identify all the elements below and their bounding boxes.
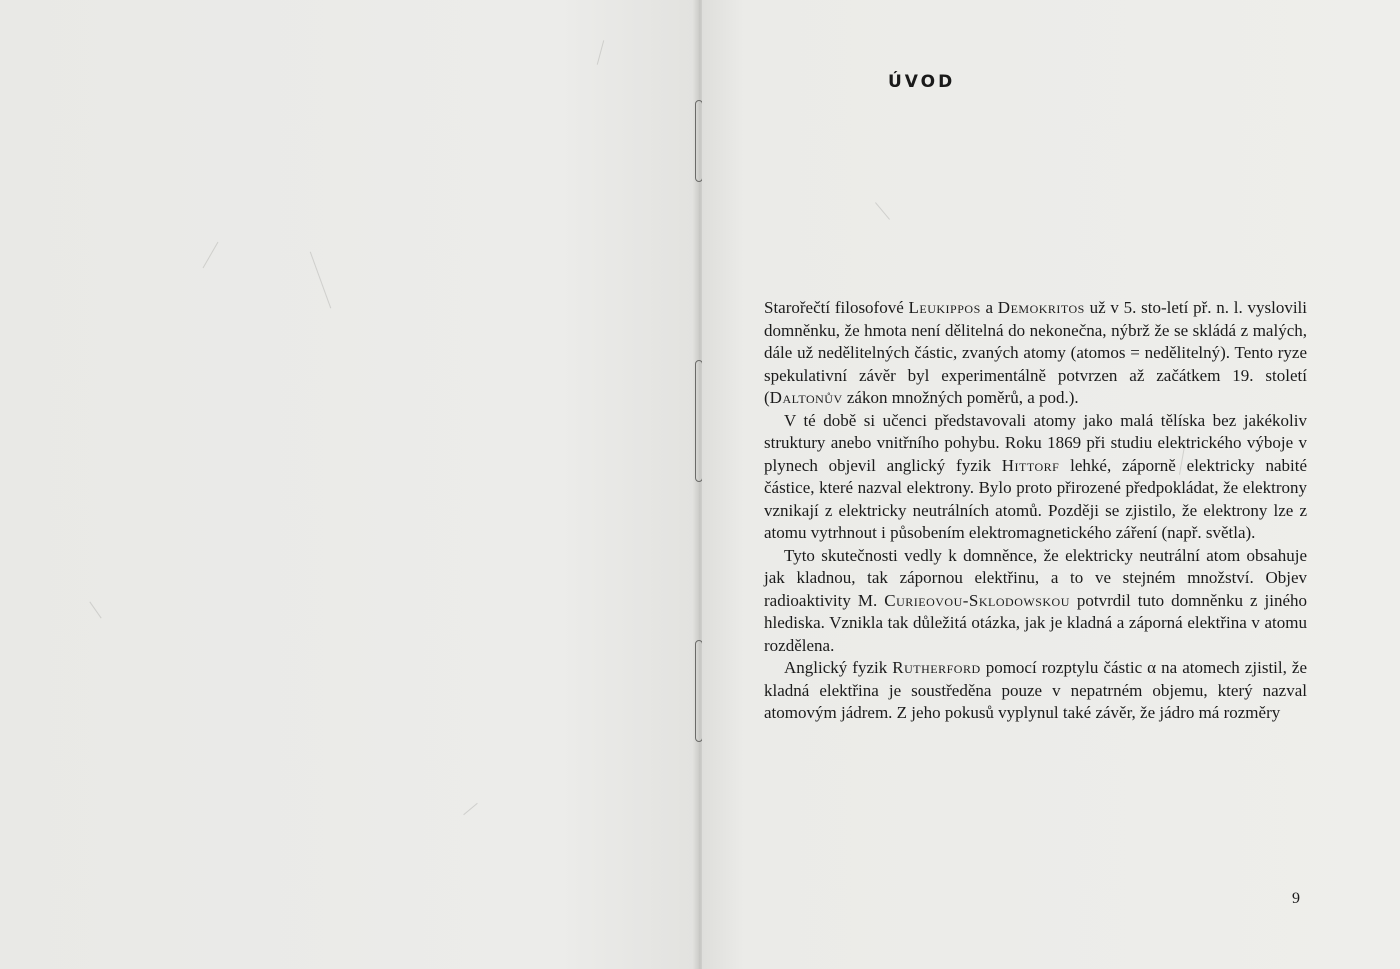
person-name: Leukippos: [908, 298, 981, 317]
paragraph-text-run: Starořečtí filosofové: [764, 298, 909, 317]
paragraph-text-run: lehké, záporně elektricky nabité částice, které nazval elektrony. Bylo proto přirozené předpokládat, že elektrony vznikají z elektricky neutrálních atomů. Později se zjistilo, že elektrony lze z atomu vytrhnout i působením elektromagnetického záření (např. světla).: [764, 455, 1307, 542]
chapter-body: [764, 297, 1307, 725]
paragraph-text-run: Tyto skutečnosti vedly k domněnce, že elektricky neutrální atom obsahuje jak kladnou, tak zápornou elektřinu, a to ve stejném množství. Objev radioaktivity M.: [764, 545, 1307, 610]
paragraph-text-run: potvrdil tuto domněnku z jiného hlediska. Vznikla tak důležitá otázka, jak je kladná a záporná elektřina v atomu rozdělena.: [764, 590, 1308, 655]
chapter-title: ÚVOD: [888, 72, 956, 92]
paragraph-text-run: zákon množných poměrů, a pod.).: [842, 388, 1079, 407]
paper-fiber: [203, 242, 219, 268]
person-name: Demokritos: [997, 298, 1085, 317]
person-name: Curieovou-Sklodowskou: [884, 590, 1070, 610]
left-page-blank: [0, 0, 698, 969]
person-name: Hittorf: [1001, 455, 1060, 475]
paragraph-text-run: Anglický fyzik: [784, 658, 893, 677]
person-name: Rutherford: [892, 658, 981, 677]
body-paragraph: [764, 297, 1307, 410]
paper-fiber: [463, 803, 477, 815]
page-number: 9: [1292, 890, 1300, 907]
paragraph-text-run: už v 5. sto-letí př. n. l. vyslovili domněnku, že hmota není dělitelná do nekonečna, nýbrž že se skládá z malých, dále už nedělitelných částic, zvaných atomy (atomos = nedělitelný). Tento ryze spekulativní závěr byl experimentálně potvrzen až začátkem 19. století (: [764, 298, 1308, 407]
paper-fiber: [89, 602, 101, 619]
body-paragraph: [764, 410, 1307, 545]
body-paragraph: [764, 657, 1307, 725]
paper-fiber: [310, 252, 331, 309]
person-name: Daltonův: [769, 388, 843, 407]
paragraph-text-run: pomocí rozptylu částic α na atomech zjistil, že kladná elektřina je soustředěna pouze v nepatrném objemu, který nazval atomovým jádrem. Z jeho pokusů vyplynul také závěr, že jádro má rozměry: [764, 658, 1308, 722]
paragraph-text-run: a: [980, 298, 998, 317]
paper-fiber: [597, 40, 604, 64]
paper-fiber: [875, 202, 890, 219]
paragraph-text-run: V té době si učenci představovali atomy jako malá tělíska bez jakékoliv struktury anebo vnitřního pohybu. Roku 1869 při studiu elektrického výboje v plynech objevil anglický fyzik: [764, 410, 1307, 475]
body-paragraph: [764, 545, 1307, 658]
